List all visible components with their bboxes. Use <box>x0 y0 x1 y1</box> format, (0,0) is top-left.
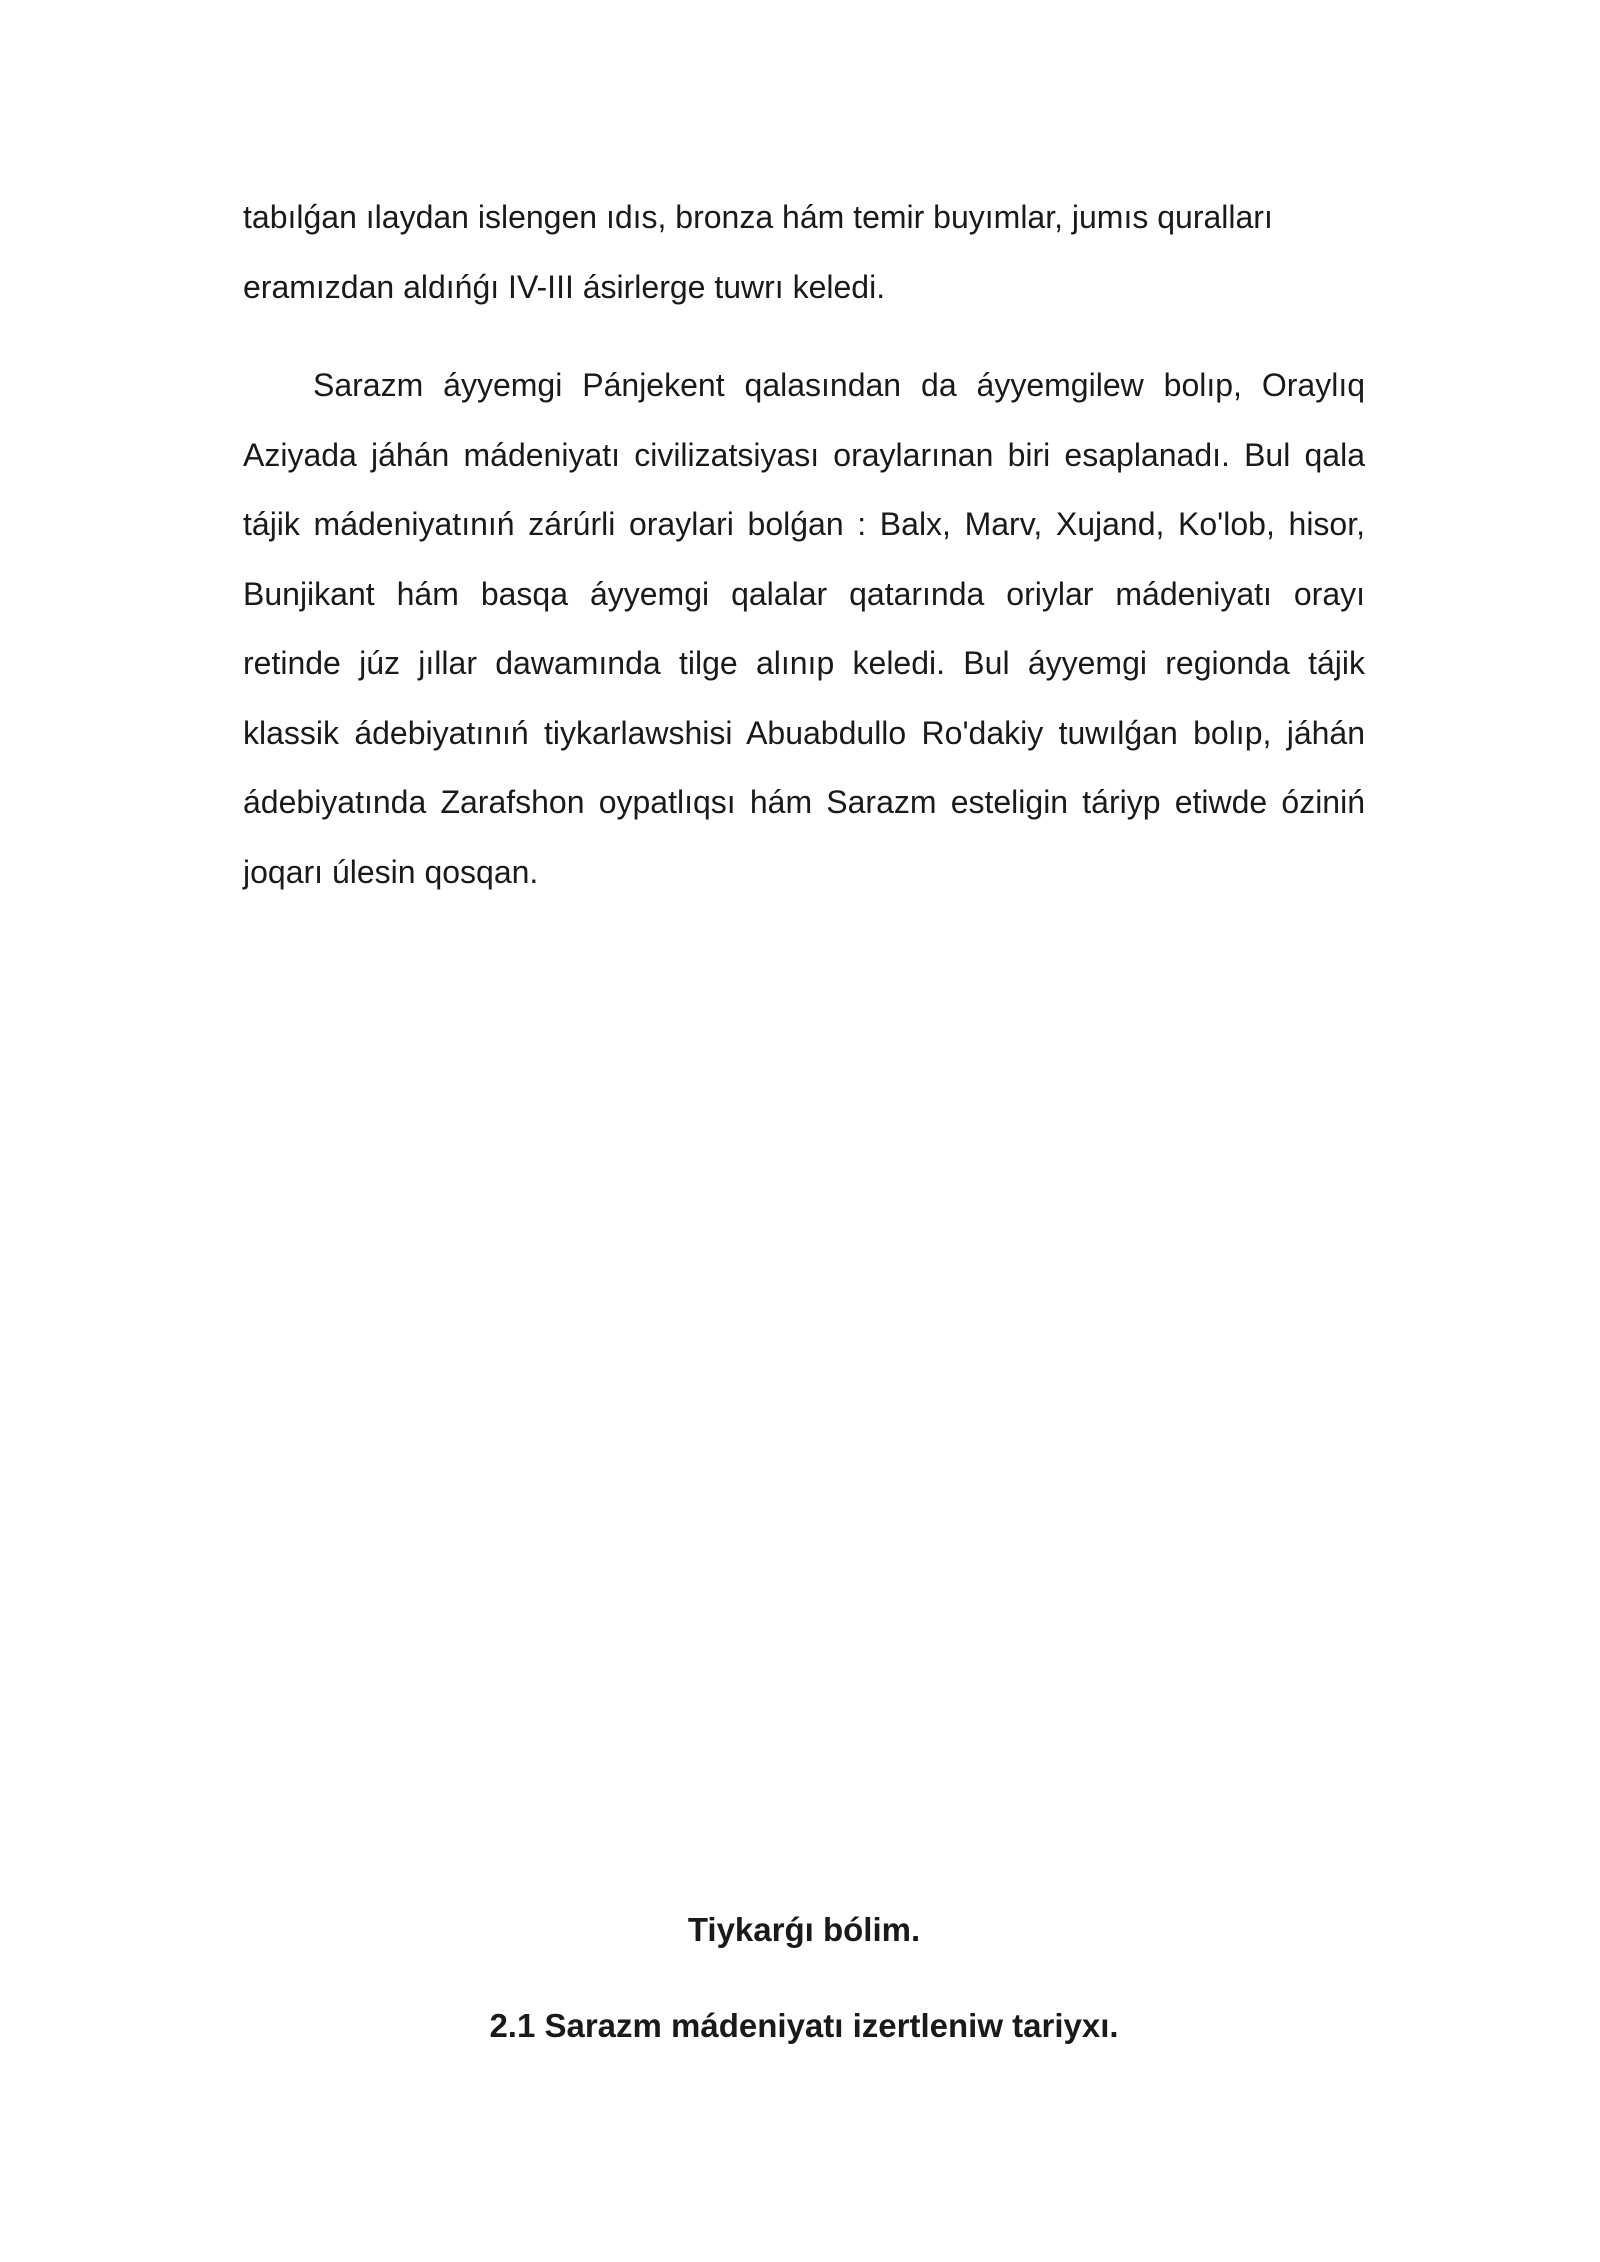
subsection-heading: 2.1 Sarazm mádeniyatı izertleniw tariyxı. <box>489 2007 1119 2044</box>
paragraph-continuation <box>243 183 1365 322</box>
paragraph-text: tabılǵan ılaydan islengen ıdıs, bronza hám temir buyımlar, jumıs quralları eramızdan aldıńǵı IV-III ásirlerge tuwrı keledi. <box>243 199 1273 305</box>
paragraph-sarazm <box>243 351 1365 907</box>
paragraph-text: Sarazm áyyemgi Pánjekent qalasından da áyyemgilew bolıp, Oraylıq Aziyada jáhán mádeniyatı civilizatsiyası oraylarınan biri esaplanadı. Bul qala tájik mádeniyatınıń zárúrli oraylari bolǵan : Balx, Marv, Xujand, Ko'lob, hisor, Bunjikant hám basqa áyyemgi qalalar qatarında oriylar mádeniyatı orayı retinde júz jıllar dawamında tilge alınıp keledi. Bul áyyemgi regionda tájik klassik ádebiyatınıń tiykarlawshisi Abuabdullo Ro'dakiy tuwılǵan bolıp, jáhán ádebiyatında Zarafshon oypatlıqsı hám Sarazm esteligin táriyp etiwde óziniń joqarı úlesin qosqan. <box>243 367 1365 890</box>
section-heading: Tiykarǵı bólim. <box>687 1911 921 1948</box>
